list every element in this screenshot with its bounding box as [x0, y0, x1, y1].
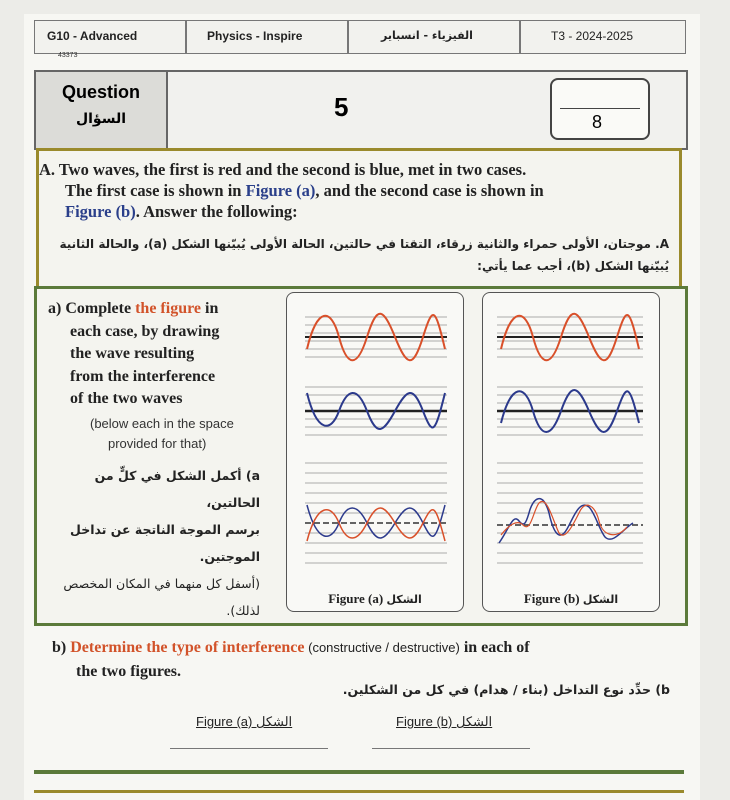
task-a-ar3: الموجتين.: [199, 549, 260, 564]
task-a-line2: each case, by drawing: [70, 322, 220, 340]
bottom-border-green: [34, 770, 684, 774]
marks-value: 8: [592, 112, 603, 132]
question-box: [34, 70, 688, 150]
task-b-prefix: b): [52, 639, 67, 656]
subject-ar: الفيزياء - انسباير: [381, 29, 473, 42]
figure-a-label: [287, 591, 463, 607]
task-a-prefix: a): [48, 300, 62, 317]
figure-b-blue-overlay: [499, 499, 633, 543]
task-b-text: [52, 636, 692, 684]
bottom-border-gold: [34, 790, 684, 793]
task-a-note1: (below each in the space: [90, 416, 234, 431]
figure-a-box: [286, 292, 464, 612]
part-a-box: [36, 148, 682, 290]
task-a-ar1: a) أكمل الشكل في كلٍّ من الحالتين،: [94, 468, 260, 510]
answer-a-label: Figure (a) الشكل: [196, 714, 293, 729]
task-a-line5: of the two waves: [70, 390, 183, 407]
figure-a-label-ar: الشكل: [386, 593, 422, 606]
term-label: T3 - 2024-2025: [551, 29, 634, 43]
figure-b-label: [483, 591, 659, 607]
part-a-ar-line2: يُبيّنها الشكل (b)، أجب عما يأتي:: [477, 259, 669, 273]
task-b-line2: the two figures.: [76, 663, 182, 680]
figure-b-ruled-lines: [497, 317, 643, 563]
answer-b-line[interactable]: [372, 748, 530, 749]
part-a-line3: [39, 201, 659, 222]
task-b-highlight: Determine the type of interference: [70, 639, 305, 656]
task-b-line1: [52, 636, 692, 660]
part-a-line2-post: , and the second case is shown in: [315, 181, 544, 200]
figure-a-ruled-lines: [305, 317, 447, 563]
task-a-note: [90, 414, 234, 454]
task-a-highlight: the figure: [135, 300, 202, 317]
part-a-fig-a: Figure (a): [245, 181, 316, 200]
part-a-line2-pre: The first case is shown in: [65, 181, 246, 200]
part-a-ar-line1: A. موجتان، الأولى حمراء والثانية زرقاء، التقتا في حالتين، الحالة الأولى يُبيّنها الشكل (a)، والحالة الثانية: [59, 237, 669, 251]
figure-b-label-ar: الشكل: [582, 593, 619, 606]
task-a-line3: the wave resulting: [70, 345, 195, 362]
part-a-line1: A. Two waves, the first is red and the second is blue, met in two cases.: [39, 160, 527, 179]
figure-b-box: [482, 292, 660, 612]
task-b-ar: b) حدِّد نوع التداخل (بناء / هدام) في كل من الشكلين.: [342, 682, 670, 697]
part-a-line3-post: . Answer the following:: [135, 202, 298, 221]
subject-en: Physics - Inspire: [207, 29, 303, 43]
part-a-text: [39, 159, 659, 222]
marks-box: [550, 78, 650, 140]
task-a-line4: from the interference: [70, 367, 216, 385]
task-a-ar4: (أسفل كل منهما في المكان المخصص: [63, 576, 260, 591]
answer-b-label: Figure (b) الشكل: [396, 714, 493, 729]
header-subject-ar-cell: [348, 20, 520, 54]
figure-b-label-en: Figure (b): [523, 591, 580, 606]
header-grade-cell: [34, 20, 186, 54]
task-a-line1: [48, 298, 268, 321]
question-number: 5: [334, 92, 349, 122]
task-a-text: [48, 298, 268, 411]
task-b-post: in each of: [459, 639, 530, 656]
answer-a-line[interactable]: [170, 748, 328, 749]
task-a-ar: [40, 462, 260, 624]
part-a-fig-b: Figure (b): [65, 202, 136, 221]
part-a-line2: [39, 180, 659, 201]
header-subject-cell: [186, 20, 348, 54]
figure-a-label-en: Figure (a): [328, 591, 384, 606]
task-a-ar5: لذلك).: [226, 603, 260, 618]
question-label-en: Question: [61, 82, 140, 102]
figure-b-red-overlay: [501, 501, 627, 535]
question-label-ar: السؤال: [75, 111, 127, 127]
task-a-l1-pre: Complete: [65, 300, 136, 317]
figure-b-drawing: [483, 293, 659, 583]
task-a-note2: provided for that): [108, 436, 207, 451]
task-a-ar2: برسم الموجة الناتجة عن تداخل: [70, 522, 260, 537]
task-a-l1-post: in: [201, 300, 219, 317]
paper-code: 43373: [58, 52, 78, 59]
header-term-cell: [520, 20, 686, 54]
figure-a-drawing: [287, 293, 463, 583]
question-label-cell: [36, 72, 168, 148]
task-b-paren: (constructive / destructive): [304, 640, 460, 655]
grade-label: G10 - Advanced: [47, 29, 138, 43]
marks-divider: [560, 108, 640, 109]
